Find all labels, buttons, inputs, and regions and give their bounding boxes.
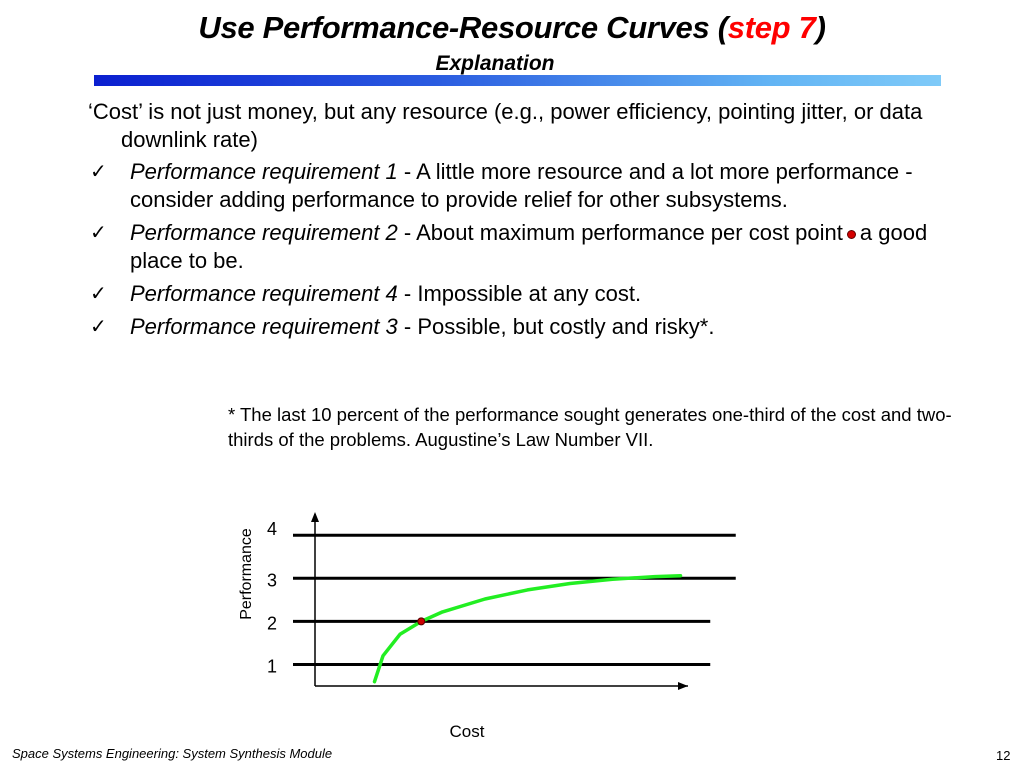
checkmark-icon: ✓ xyxy=(90,316,107,338)
highlight-point xyxy=(418,618,425,625)
requirement-text: - Possible, but costly and risky*. xyxy=(397,314,715,339)
checkmark-icon: ✓ xyxy=(90,161,107,183)
requirement-name: Performance requirement 1 xyxy=(130,159,398,184)
slide-subtitle: Explanation xyxy=(435,52,555,75)
title-close: ) xyxy=(815,10,826,45)
requirement-name: Performance requirement 4 xyxy=(130,281,398,306)
slide-body xyxy=(88,98,938,346)
checkmark-icon: ✓ xyxy=(90,283,107,305)
checkmark-icon: ✓ xyxy=(90,222,107,244)
title-step: step 7 xyxy=(727,10,816,45)
footnote: * The last 10 percent of the performance sought generates one-third of the cost and two-thirds of the problems. Augustine’s Law Number VII. xyxy=(228,404,952,450)
y-axis-label: Performance xyxy=(238,528,255,620)
x-axis-arrow-icon xyxy=(678,682,688,690)
requirement-text-after: a good place to be. xyxy=(130,220,928,273)
level-label-1: 1 xyxy=(266,656,278,677)
requirement-name: Performance requirement 3 xyxy=(130,314,398,339)
footer-module-name: Space Systems Engineering: System Synthesis Module xyxy=(12,746,333,761)
slide-title xyxy=(0,10,1024,46)
page-number: 12 xyxy=(996,748,1011,763)
list-item-req-4 xyxy=(88,280,938,308)
level-label-4: 4 xyxy=(266,519,278,540)
red-dot-icon xyxy=(847,230,856,239)
requirement-name: Performance requirement 2 xyxy=(130,220,398,245)
list-item-req-1 xyxy=(88,158,938,214)
requirement-text: - About maximum performance per cost point xyxy=(397,220,843,245)
list-item-req-3 xyxy=(88,313,938,341)
intro-paragraph: ‘Cost’ is not just money, but any resource (e.g., power efficiency, pointing jitter, or data downlink rate) xyxy=(88,99,923,152)
y-axis-arrow-icon xyxy=(311,512,319,522)
list-item-req-2 xyxy=(88,219,938,275)
x-axis-label: Cost xyxy=(449,722,485,741)
level-label-2: 2 xyxy=(266,613,278,634)
requirement-text: - Impossible at any cost. xyxy=(397,281,642,306)
performance-resource-chart xyxy=(200,500,760,745)
title-main: Use Performance-Resource Curves ( xyxy=(198,10,728,45)
requirements-list xyxy=(88,158,938,341)
requirement-text: - A little more resource and a lot more performance - consider adding performance to provide relief for other subsystems. xyxy=(130,159,913,212)
title-underline-bar xyxy=(94,75,941,86)
level-label-3: 3 xyxy=(266,570,278,591)
